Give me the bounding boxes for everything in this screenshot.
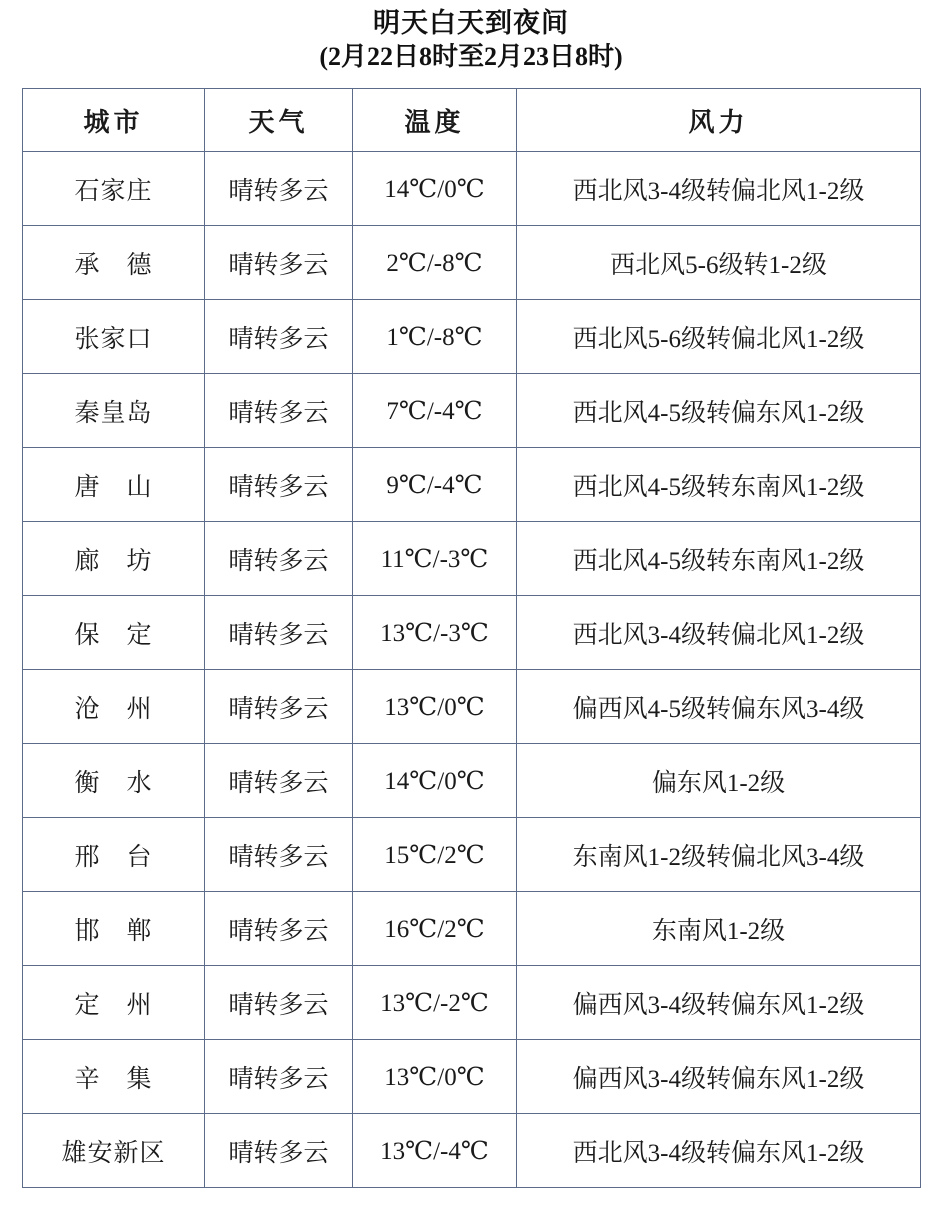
forecast-table-wrapper — [22, 88, 920, 1188]
cell-wind: 偏西风3-4级转偏东风1-2级 — [517, 1040, 921, 1114]
cell-wind: 西北风5-6级转偏北风1-2级 — [517, 300, 921, 374]
cell-weather: 晴转多云 — [205, 596, 353, 670]
table-row — [23, 596, 921, 670]
cell-wind: 西北风4-5级转偏东风1-2级 — [517, 374, 921, 448]
cell-weather: 晴转多云 — [205, 744, 353, 818]
cell-weather: 晴转多云 — [205, 1114, 353, 1188]
cell-wind: 东南风1-2级转偏北风3-4级 — [517, 818, 921, 892]
cell-weather: 晴转多云 — [205, 374, 353, 448]
cell-city: 唐 山 — [23, 448, 205, 522]
cell-city: 定 州 — [23, 966, 205, 1040]
cell-weather: 晴转多云 — [205, 300, 353, 374]
column-header-city: 城市 — [23, 89, 205, 152]
cell-wind: 东南风1-2级 — [517, 892, 921, 966]
cell-temperature: 2℃/-8℃ — [353, 226, 517, 300]
table-row — [23, 818, 921, 892]
cell-city: 沧 州 — [23, 670, 205, 744]
column-header-weather: 天气 — [205, 89, 353, 152]
table-row — [23, 522, 921, 596]
cell-city: 承 德 — [23, 226, 205, 300]
table-body — [23, 152, 921, 1188]
cell-city: 廊 坊 — [23, 522, 205, 596]
cell-city: 邢 台 — [23, 818, 205, 892]
table-row — [23, 744, 921, 818]
table-row — [23, 448, 921, 522]
cell-city: 石家庄 — [23, 152, 205, 226]
cell-temperature: 13℃/-3℃ — [353, 596, 517, 670]
cell-temperature: 13℃/0℃ — [353, 1040, 517, 1114]
cell-wind: 西北风3-4级转偏东风1-2级 — [517, 1114, 921, 1188]
table-row — [23, 374, 921, 448]
cell-temperature: 7℃/-4℃ — [353, 374, 517, 448]
table-row — [23, 670, 921, 744]
cell-city: 衡 水 — [23, 744, 205, 818]
title-block — [0, 0, 942, 74]
cell-weather: 晴转多云 — [205, 1040, 353, 1114]
cell-wind: 西北风3-4级转偏北风1-2级 — [517, 152, 921, 226]
cell-wind: 偏东风1-2级 — [517, 744, 921, 818]
table-row — [23, 152, 921, 226]
column-header-temperature: 温度 — [353, 89, 517, 152]
cell-city: 保 定 — [23, 596, 205, 670]
cell-weather: 晴转多云 — [205, 522, 353, 596]
cell-temperature: 14℃/0℃ — [353, 152, 517, 226]
cell-wind: 西北风4-5级转东南风1-2级 — [517, 448, 921, 522]
cell-wind: 西北风4-5级转东南风1-2级 — [517, 522, 921, 596]
page-subtitle: (2月22日8时至2月23日8时) — [319, 42, 623, 71]
cell-weather: 晴转多云 — [205, 448, 353, 522]
table-row — [23, 1114, 921, 1188]
cell-weather: 晴转多云 — [205, 152, 353, 226]
cell-weather: 晴转多云 — [205, 818, 353, 892]
table-header-row — [23, 89, 921, 152]
cell-temperature: 16℃/2℃ — [353, 892, 517, 966]
cell-wind: 偏西风4-5级转偏东风3-4级 — [517, 670, 921, 744]
cell-weather: 晴转多云 — [205, 966, 353, 1040]
cell-temperature: 11℃/-3℃ — [353, 522, 517, 596]
cell-weather: 晴转多云 — [205, 226, 353, 300]
forecast-table — [22, 88, 921, 1188]
cell-temperature: 13℃/-2℃ — [353, 966, 517, 1040]
table-row — [23, 300, 921, 374]
cell-temperature: 1℃/-8℃ — [353, 300, 517, 374]
cell-city: 邯 郸 — [23, 892, 205, 966]
table-header — [23, 89, 921, 152]
page-title: 明天白天到夜间 — [373, 8, 569, 38]
cell-weather: 晴转多云 — [205, 892, 353, 966]
cell-temperature: 15℃/2℃ — [353, 818, 517, 892]
table-row — [23, 226, 921, 300]
table-row — [23, 1040, 921, 1114]
table-row — [23, 892, 921, 966]
cell-wind: 西北风3-4级转偏北风1-2级 — [517, 596, 921, 670]
cell-weather: 晴转多云 — [205, 670, 353, 744]
cell-temperature: 13℃/-4℃ — [353, 1114, 517, 1188]
cell-temperature: 14℃/0℃ — [353, 744, 517, 818]
cell-wind: 西北风5-6级转1-2级 — [517, 226, 921, 300]
column-header-wind: 风力 — [517, 89, 921, 152]
cell-city: 张家口 — [23, 300, 205, 374]
cell-temperature: 9℃/-4℃ — [353, 448, 517, 522]
cell-wind: 偏西风3-4级转偏东风1-2级 — [517, 966, 921, 1040]
cell-city: 雄安新区 — [23, 1114, 205, 1188]
table-row — [23, 966, 921, 1040]
cell-temperature: 13℃/0℃ — [353, 670, 517, 744]
cell-city: 辛 集 — [23, 1040, 205, 1114]
cell-city: 秦皇岛 — [23, 374, 205, 448]
